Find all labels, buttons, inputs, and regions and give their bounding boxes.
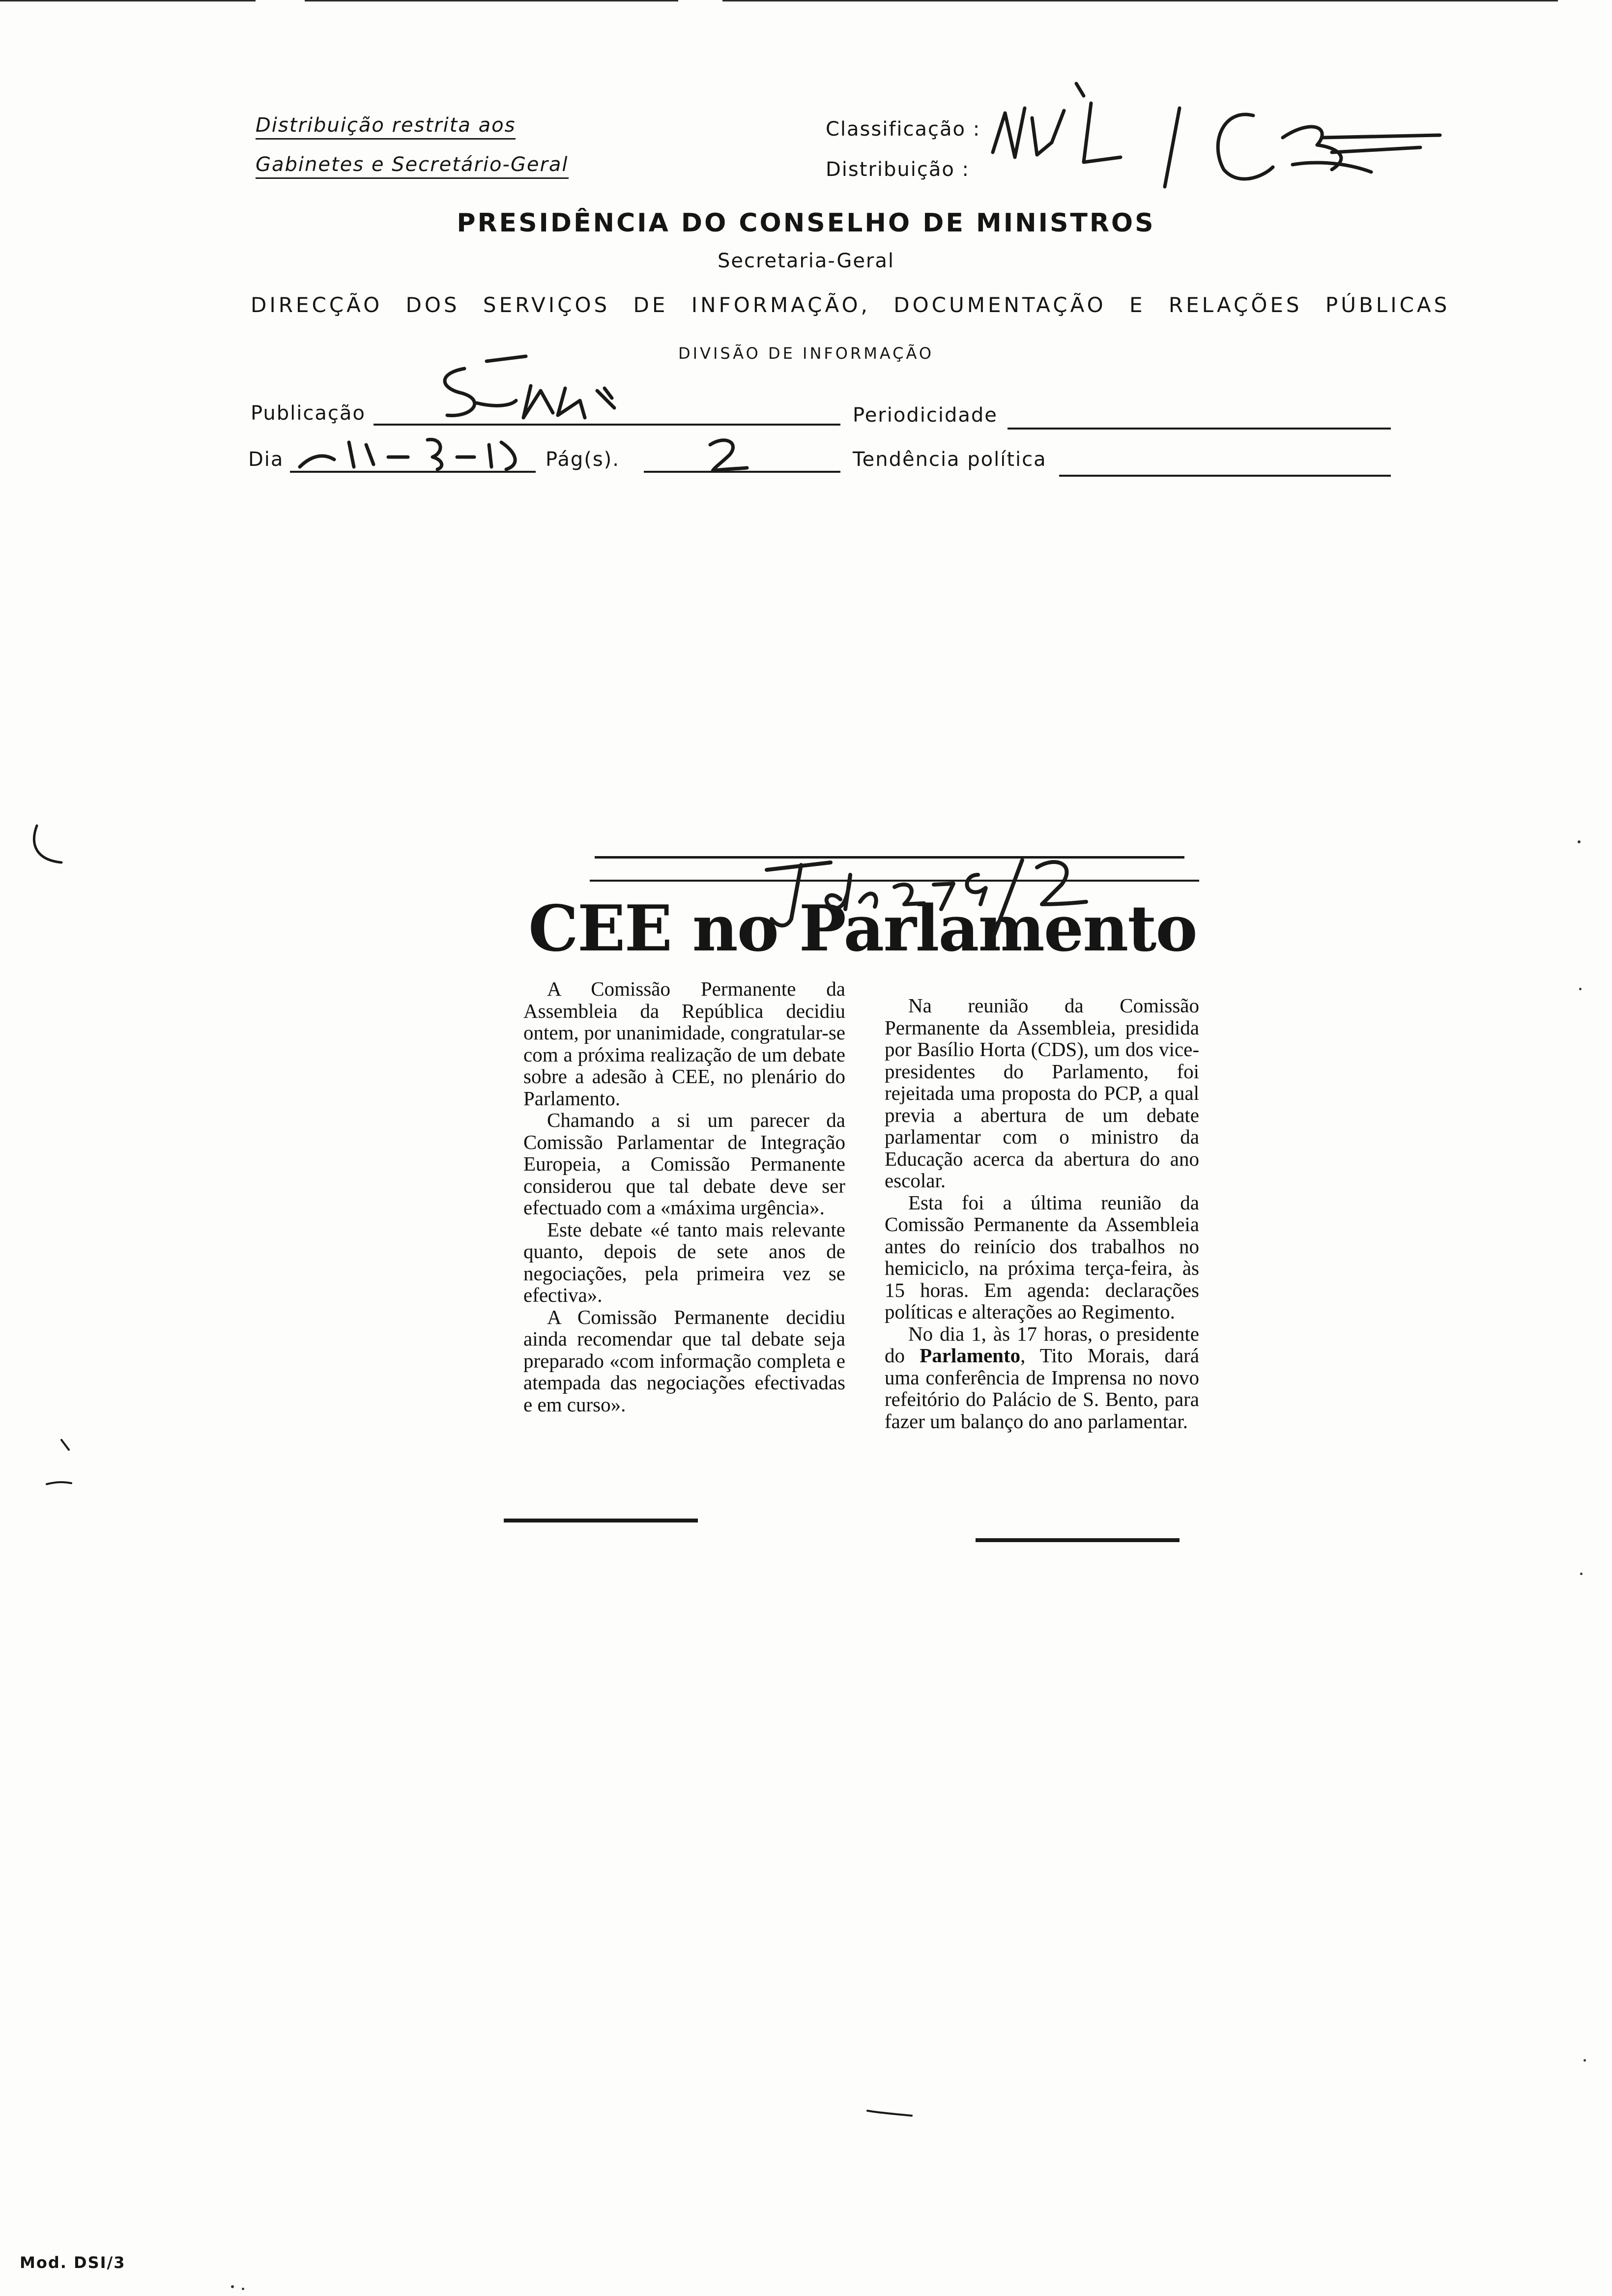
col1-paragraph-4: A Comissão Permanente decidiu ainda recomendar que tal debate seja preparado «com informação completa e atempada das negociações efectivadas e em curso».: [523, 1305, 845, 1416]
institution-title: PRESIDÊNCIA DO CONSELHO DE MINISTROS: [457, 208, 1155, 238]
tendencia-line: [1059, 475, 1391, 477]
column-1-end-rule: [504, 1519, 698, 1522]
article-column-2: [885, 995, 1199, 1432]
article-column-1: [523, 978, 845, 1415]
col1-paragraph-3: Este debate «é tanto mais relevante quanto, depois de sete anos de negociações, pela primeira vez se efectiva».: [523, 1218, 845, 1306]
handwritten-pags: [698, 432, 757, 477]
col2-paragraph-2: Esta foi a última reunião da Comissão Permanente da Assembleia antes do reinício dos trabalhos no hemiciclo, na próxima terça-feira, às 15 horas. Em agenda: declarações políticas e alterações ao Regimento.: [885, 1191, 1199, 1323]
margin-mark-left: [27, 821, 71, 875]
col2-paragraph-1: Na reunião da Comissão Permanente da Assembleia, presidida por Basílio Horta (CDS), um dos vice-presidentes do Parlamento, foi rejeitada uma proposta do PCP, a qual previa a abertura de um debate parlamentar com o ministro da Educação acerca da abertura do ano escolar.: [885, 994, 1199, 1192]
clipping-headline: CEE no Parlamento: [528, 892, 1197, 966]
scan-top-border: [0, 0, 1612, 2]
dia-label: Dia: [248, 448, 284, 471]
form-code: Mod. DSI/3: [20, 2253, 126, 2272]
col1-paragraph-2: Chamando a si um parecer da Comissão Parlamentar de Integração Europeia, a Comissão Permanente considerou que tal debate deve ser efectuado com a «máxima urgência».: [523, 1109, 845, 1219]
handwritten-publicacao: [418, 354, 634, 428]
scan-mark-bottom: [863, 2103, 917, 2123]
secretariat-title: Secretaria-Geral: [717, 250, 894, 272]
classificacao-label: Classificação :: [826, 118, 981, 141]
restricted-distribution-line2: Gabinetes e Secretário-Geral: [256, 153, 569, 176]
scan-speck: [1580, 1573, 1583, 1575]
scan-speck: [1583, 2059, 1586, 2062]
scan-speck: [242, 2288, 244, 2290]
scan-speck: [1579, 988, 1582, 990]
col1-paragraph-1: A Comissão Permanente da Assembleia da República decidiu ontem, por unanimidade, congratular-se com a próxima realização de um debate sobre a adesão à CEE, no plenário do Parlamento.: [523, 977, 845, 1110]
handwritten-classification-mark: [978, 74, 1450, 201]
tendencia-label: Tendência política: [853, 448, 1047, 471]
scan-speck: [1578, 840, 1581, 843]
col2-paragraph-3: No dia 1, às 17 horas, o presidente do Parlamento, Tito Morais, dará uma conferência de Imprensa no novo refeitório do Palácio de S. Bento, para fazer um balanço do ano parlamentar.: [885, 1322, 1199, 1433]
handwritten-annotation: [757, 845, 1160, 944]
distribuicao-label: Distribuição :: [826, 158, 970, 181]
publicacao-label: Publicação: [251, 402, 366, 425]
periodicidade-line: [1008, 428, 1391, 430]
scan-speck: [231, 2285, 234, 2288]
margin-mark-left-lower: [42, 1435, 81, 1494]
periodicidade-label: Periodicidade: [853, 404, 998, 427]
handwritten-dia: [295, 423, 536, 477]
directorate-title: DIRECÇÃO DOS SERVIÇOS DE INFORMAÇÃO, DOCUMENTAÇÃO E RELAÇÕES PÚBLICAS: [251, 293, 1450, 317]
pags-label: Pág(s).: [546, 448, 620, 471]
restricted-distribution-line1: Distribuição restrita aos: [256, 114, 516, 137]
division-title: DIVISÃO DE INFORMAÇÃO: [678, 344, 934, 363]
column-2-end-rule: [976, 1538, 1180, 1542]
